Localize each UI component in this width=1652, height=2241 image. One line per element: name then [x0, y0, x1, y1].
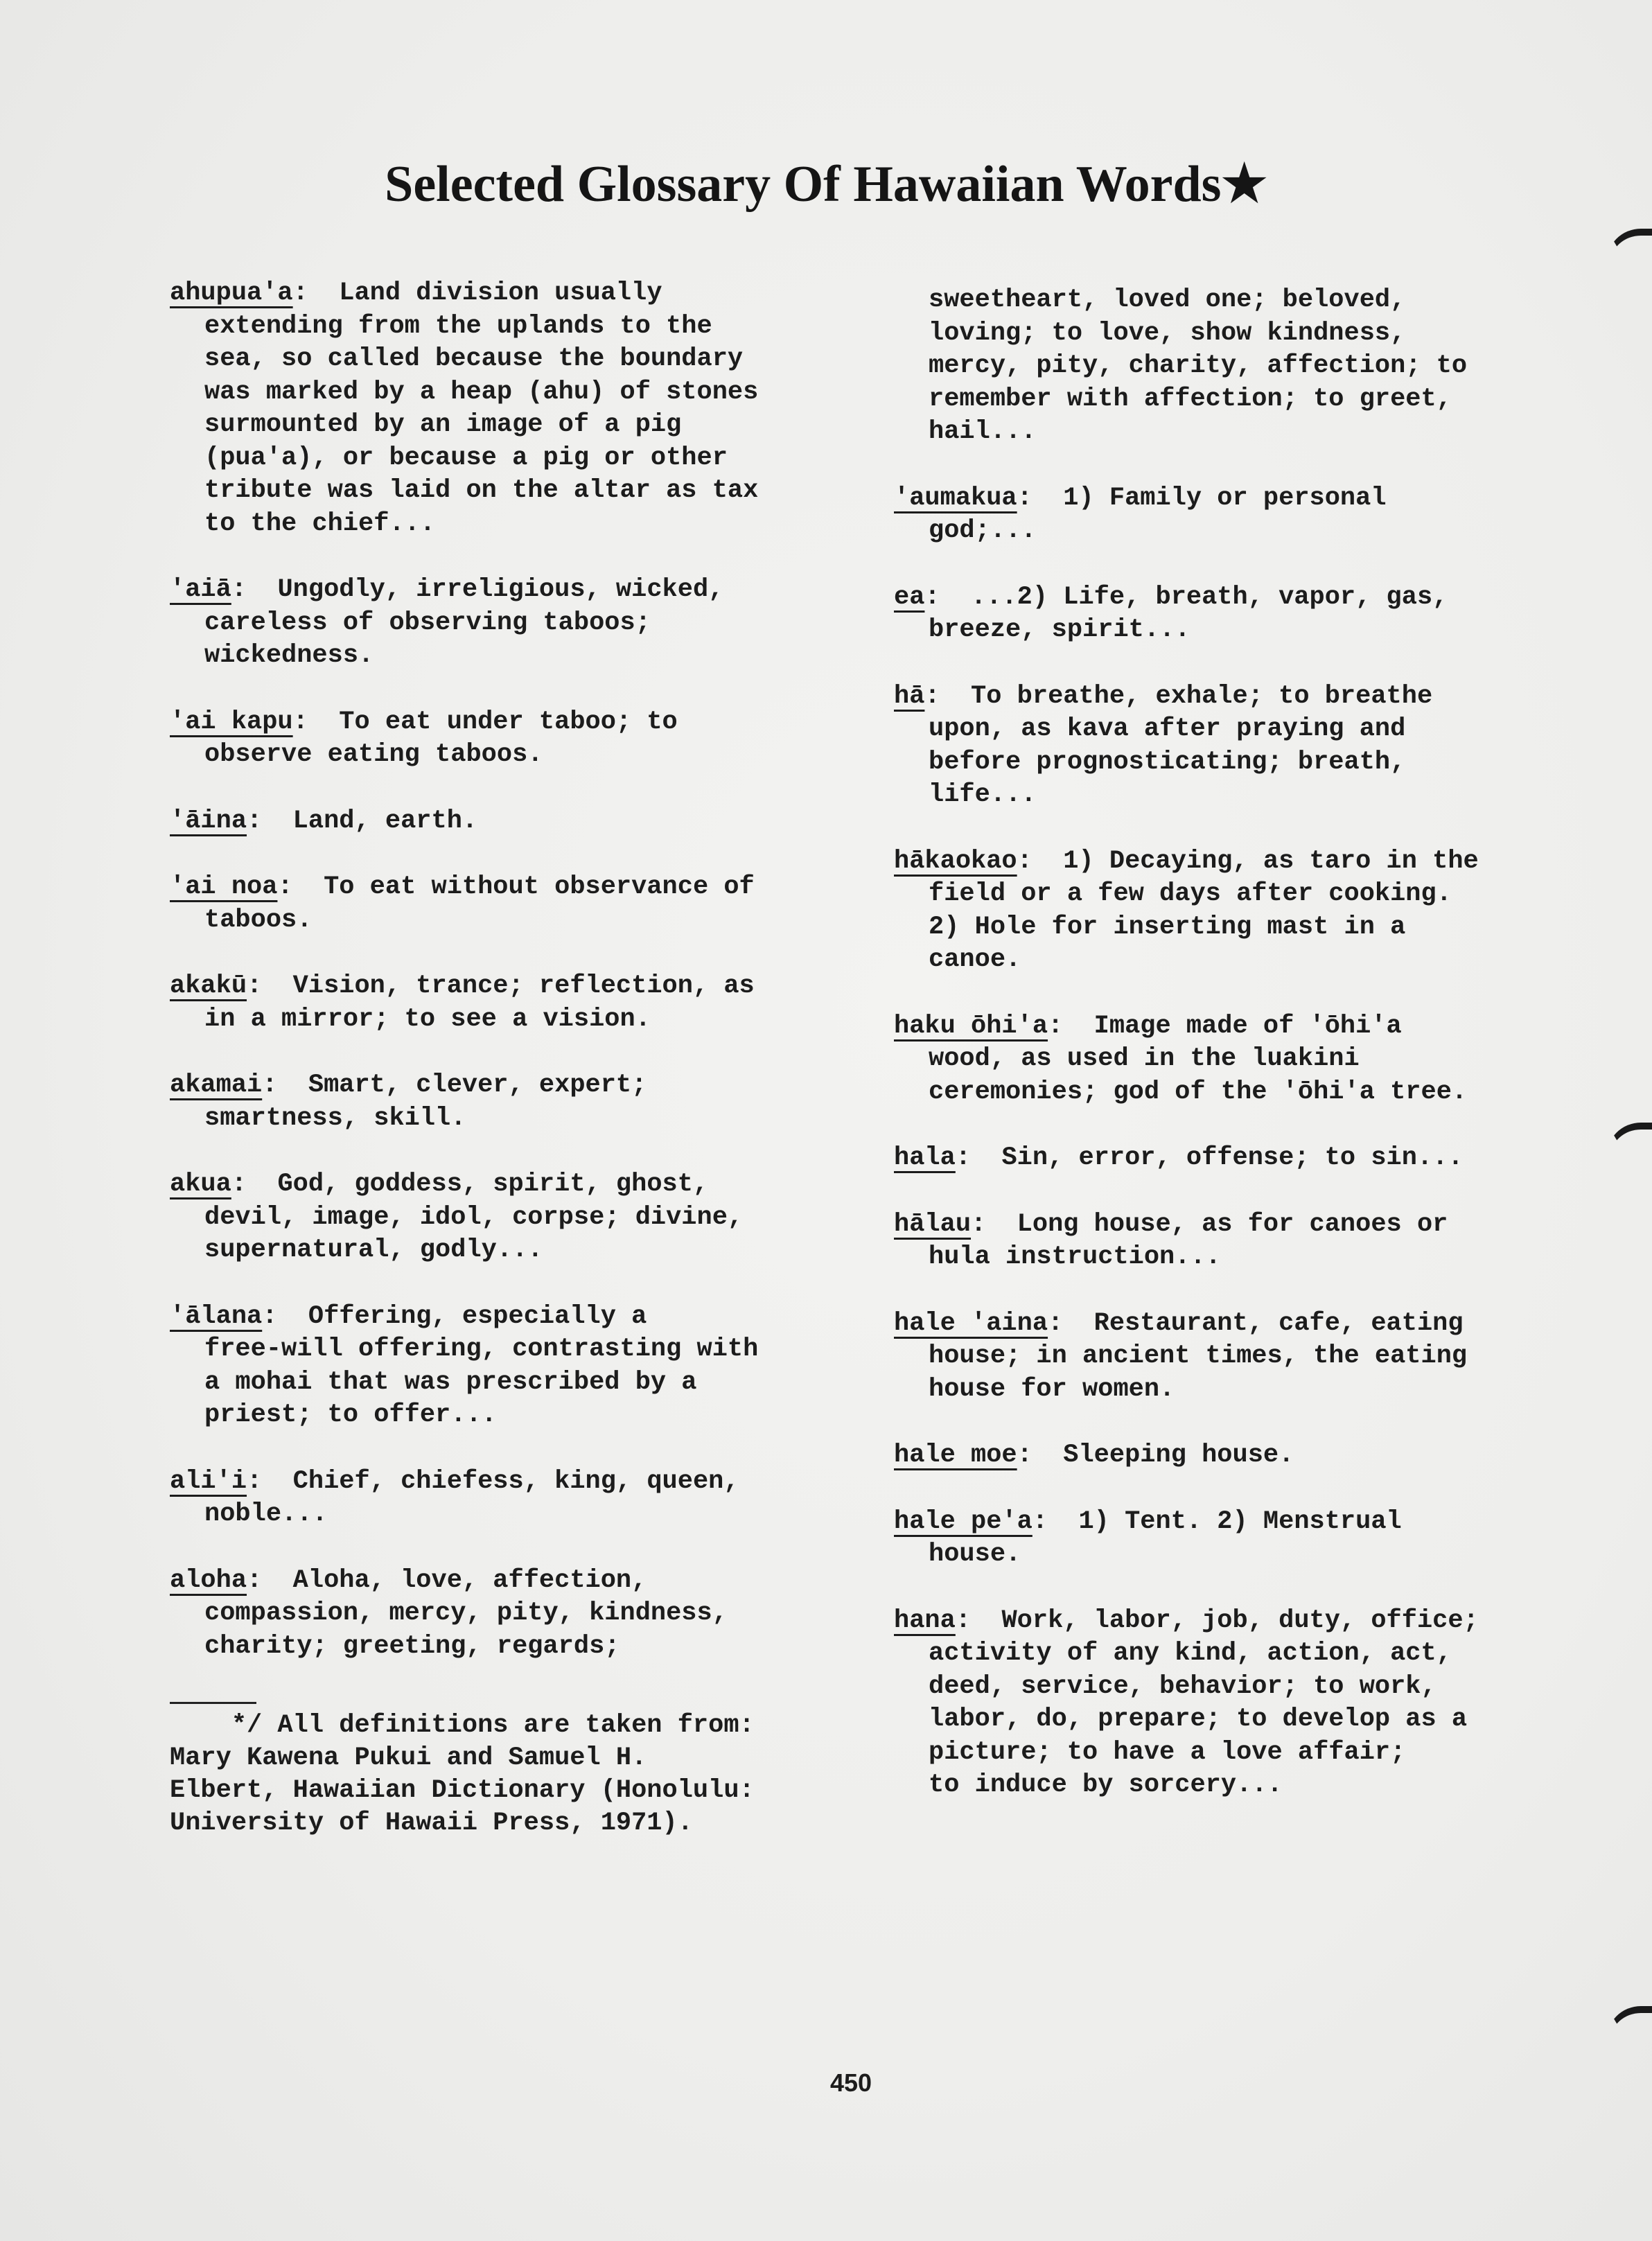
headword: 'ālana [170, 1301, 263, 1331]
headword: hālau [894, 1209, 972, 1239]
definition-line: ali'i: Chief, chiefess, king, queen, [170, 1466, 739, 1496]
definition-line: sweetheart, loved one; beloved, [929, 285, 1406, 315]
definition-line: before prognosticating; breath, [929, 747, 1406, 777]
glossary-entry [894, 1506, 1587, 1572]
definition-line: extending from the uplands to the [204, 311, 712, 341]
headword: hā [894, 681, 925, 711]
definition-line: (pua'a), or because a pig or other [204, 443, 728, 473]
definition-line: 'aumakua: 1) Family or personal [894, 483, 1387, 513]
binder-ring-mark [1606, 2006, 1652, 2041]
footnote-line: */ All definitions are taken from: [170, 1711, 755, 1740]
definition-line: noble... [204, 1500, 328, 1529]
glossary-left-column [170, 277, 863, 1840]
definition-line: careless of observing taboos; [204, 608, 651, 638]
definition-line: tribute was laid on the altar as tax [204, 476, 759, 505]
definition-line: was marked by a heap (ahu) of stones [204, 377, 759, 407]
definition-line: breeze, spirit... [929, 615, 1190, 644]
glossary-entry [170, 277, 863, 541]
headword: akamai [170, 1071, 263, 1100]
definition-line: akua: God, goddess, spirit, ghost, [170, 1170, 709, 1199]
headword: hale moe [894, 1441, 1017, 1470]
glossary-entry [170, 1466, 863, 1531]
definition-line: labor, do, prepare; to develop as a [929, 1705, 1468, 1734]
definition-line: ahupua'a: Land division usually [170, 279, 662, 308]
glossary-entry [894, 1209, 1587, 1274]
definition-line: a mohai that was prescribed by a [204, 1367, 697, 1397]
definition-line: god;... [929, 516, 1037, 545]
definition-line: hail... [929, 417, 1037, 446]
definition-line: 'ai noa: To eat without observance of [170, 872, 755, 902]
headword: hana [894, 1606, 956, 1635]
headword: ali'i [170, 1466, 247, 1496]
definition-line: hale 'aina: Restaurant, cafe, eating [894, 1308, 1464, 1338]
headword: ea [894, 582, 925, 612]
glossary-entry [894, 680, 1587, 812]
definition-line: akamai: Smart, clever, expert; [170, 1071, 647, 1100]
definition-line: ceremonies; god of the 'ōhi'a tree. [929, 1077, 1468, 1107]
definition-line: wood, as used in the luakini [929, 1044, 1360, 1073]
glossary-entry [894, 482, 1587, 548]
definition-line: hale moe: Sleeping house. [894, 1441, 1294, 1470]
definition-line: hale pe'a: 1) Tent. 2) Menstrual [894, 1506, 1402, 1536]
glossary-entry [894, 845, 1587, 977]
definition-line: smartness, skill. [204, 1103, 466, 1133]
footnote-rule [170, 1702, 256, 1704]
definition-line: surmounted by an image of a pig [204, 410, 682, 439]
headword: 'aumakua [894, 483, 1017, 513]
headword: hale pe'a [894, 1506, 1032, 1536]
glossary-entry [894, 284, 1587, 449]
definition-line: loving; to love, show kindness, [929, 318, 1406, 348]
definition-line: picture; to have a love affair; [929, 1737, 1406, 1767]
definition-line: hala: Sin, error, offense; to sin... [894, 1143, 1464, 1172]
definition-line: 2) Hole for inserting mast in a [929, 912, 1406, 942]
definition-line: devil, image, idol, corpse; divine, [204, 1202, 744, 1232]
definition-line: aloha: Aloha, love, affection, [170, 1565, 647, 1595]
definition-line: compassion, mercy, pity, kindness, [204, 1599, 728, 1628]
definition-line: mercy, pity, charity, affection; to [929, 351, 1468, 380]
definition-line: akakū: Vision, trance; reflection, as [170, 972, 755, 1001]
headword: 'aiā [170, 575, 231, 604]
definition-line: house. [929, 1540, 1021, 1569]
definition-line: in a mirror; to see a vision. [204, 1004, 651, 1034]
glossary-entry [170, 970, 863, 1036]
glossary-entry [894, 581, 1587, 647]
definition-line: 'ālana: Offering, especially a [170, 1301, 647, 1331]
headword: akua [170, 1170, 231, 1199]
glossary-entry [894, 1605, 1587, 1802]
headword: akakū [170, 972, 247, 1001]
footnote-line: Elbert, Hawaiian Dictionary (Honolulu: [170, 1776, 755, 1805]
glossary-entry [894, 1439, 1587, 1473]
definition-line: wickedness. [204, 641, 374, 670]
headword: hale 'aina [894, 1308, 1048, 1338]
definition-line: hālau: Long house, as for canoes or [894, 1209, 1448, 1239]
definition-line: priest; to offer... [204, 1400, 497, 1430]
definition-line: field or a few days after cooking. [929, 879, 1452, 908]
definition-line: haku ōhi'a: Image made of 'ōhi'a [894, 1011, 1402, 1041]
definition-line: to induce by sorcery... [929, 1770, 1283, 1800]
definition-line: taboos. [204, 905, 313, 935]
definition-line: hākaokao: 1) Decaying, as taro in the [894, 846, 1479, 876]
footnote-line: Mary Kawena Pukui and Samuel H. [170, 1743, 647, 1773]
definition-line: upon, as kava after praying and [929, 714, 1406, 744]
page-number: 450 [830, 2068, 872, 2097]
definition-line: remember with affection; to greet, [929, 384, 1452, 414]
definition-line: hā: To breathe, exhale; to breathe [894, 681, 1433, 711]
headword: 'ai noa [170, 872, 278, 902]
definition-line: canoe. [929, 945, 1021, 974]
glossary-entry [170, 1168, 863, 1267]
binder-ring-mark [1606, 1123, 1652, 1157]
definition-line: deed, service, behavior; to work, [929, 1671, 1436, 1701]
headword: hala [894, 1143, 956, 1172]
definition-line: ea: ...2) Life, breath, vapor, gas, [894, 582, 1448, 612]
glossary-entry [894, 1308, 1587, 1407]
glossary-entry [170, 574, 863, 673]
definition-line: 'āina: Land, earth. [170, 806, 478, 836]
binder-ring-mark [1606, 229, 1652, 263]
glossary-entry [170, 1565, 863, 1664]
glossary-entry [894, 1142, 1587, 1175]
glossary-right-column [894, 284, 1587, 1836]
headword: hākaokao [894, 846, 1017, 876]
headword: 'āina [170, 806, 247, 836]
footnote-line: University of Hawaii Press, 1971). [170, 1809, 693, 1838]
glossary-entry [170, 1069, 863, 1135]
headword: aloha [170, 1565, 247, 1595]
definition-line: hula instruction... [929, 1242, 1221, 1272]
definition-line: to the chief... [204, 509, 436, 538]
definition-line: observe eating taboos. [204, 740, 543, 769]
glossary-entry [170, 1301, 863, 1432]
definition-line: house; in ancient times, the eating [929, 1342, 1468, 1371]
glossary-entry [894, 1010, 1587, 1109]
glossary-entry [170, 871, 863, 937]
definition-line: life... [929, 780, 1037, 809]
headword: ahupua'a [170, 279, 293, 308]
definition-line: free-will offering, contrasting with [204, 1335, 759, 1364]
definition-line: hana: Work, labor, job, duty, office; [894, 1606, 1479, 1635]
definition-line: activity of any kind, action, act, [929, 1639, 1452, 1668]
glossary-entry [170, 805, 863, 838]
page-title: Selected Glossary Of Hawaiian Words★ [385, 156, 1267, 213]
definition-line: sea, so called because the boundary [204, 344, 744, 374]
footnote [170, 1710, 863, 1840]
headword: 'ai kapu [170, 707, 293, 737]
definition-line: supernatural, godly... [204, 1236, 543, 1265]
glossary-entry [170, 706, 863, 772]
definition-line: charity; greeting, regards; [204, 1631, 620, 1661]
definition-line: 'aiā: Ungodly, irreligious, wicked, [170, 575, 724, 604]
definition-line: 'ai kapu: To eat under taboo; to [170, 707, 678, 737]
headword: haku ōhi'a [894, 1011, 1048, 1041]
definition-line: house for women. [929, 1374, 1175, 1404]
